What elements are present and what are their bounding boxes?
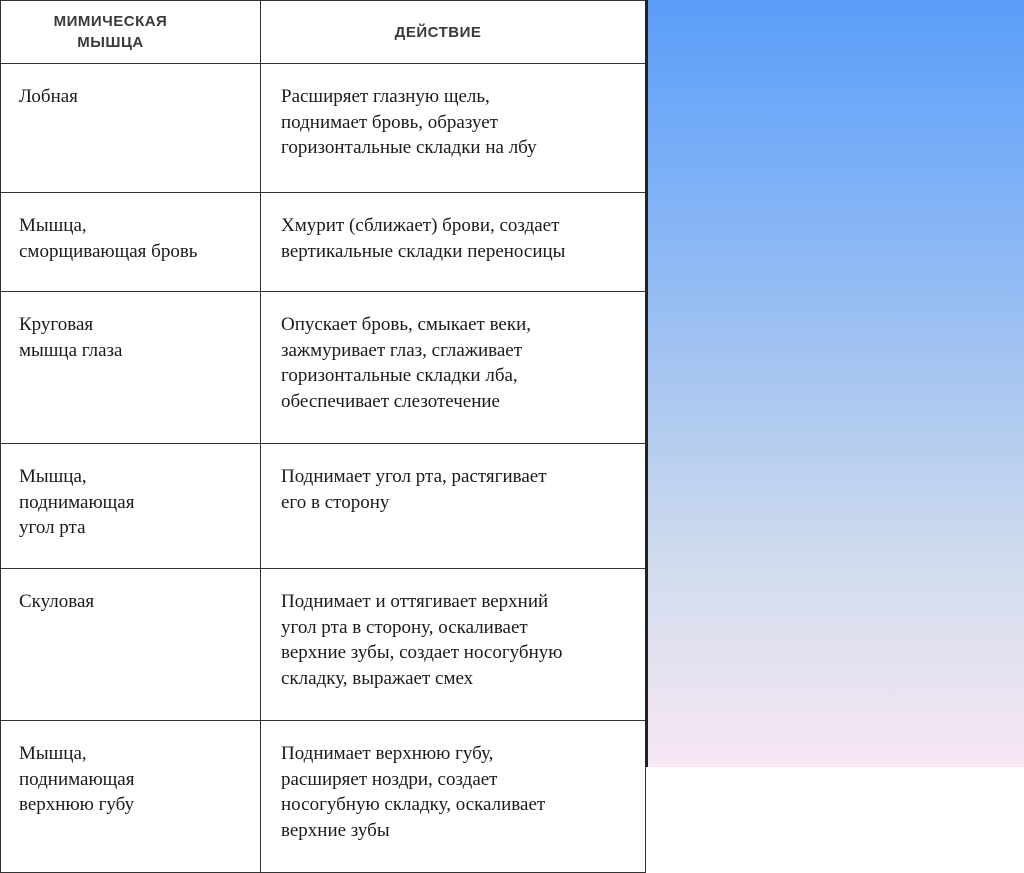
action-text: Поднимает угол рта, растягивает: [281, 466, 547, 487]
action-cell: [261, 292, 646, 444]
muscle-cell: [1, 193, 261, 292]
action-text: зажмуривает глаз, сглаживает: [281, 339, 523, 361]
action-text: горизонтальные складки лба,: [281, 365, 518, 386]
action-text: Поднимает верхнюю губу,: [281, 743, 494, 764]
header-action: ДЕЙСТВИЕ: [261, 1, 646, 64]
table-row: [1, 64, 646, 193]
table-row: [1, 721, 646, 873]
action-cell: [261, 569, 646, 721]
gradient-background: [648, 0, 1024, 767]
muscle-text: поднимающая: [19, 491, 135, 513]
action-text: расширяет ноздри, создает: [281, 768, 498, 790]
table-row: [1, 193, 646, 292]
action-cell: [261, 444, 646, 569]
muscle-text: угол рта: [19, 517, 86, 538]
action-text: обеспечивает слезотечение: [281, 390, 500, 412]
muscle-text: Круговая: [19, 314, 94, 335]
muscle-text: Мышца,: [19, 466, 87, 487]
muscle-cell: [1, 569, 261, 721]
muscle-text: Мышца,: [19, 743, 87, 764]
action-cell: [261, 193, 646, 292]
muscle-cell: [1, 64, 261, 193]
action-text: носогубную складку, оскаливает: [281, 794, 546, 815]
action-text: Поднимает и оттягивает верхний: [281, 591, 549, 612]
muscle-text: Лобная: [19, 86, 78, 107]
action-text: Хмурит (сближает) брови, создает: [281, 215, 560, 236]
header-row: [1, 1, 646, 64]
muscle-text: верхнюю губу: [19, 794, 135, 815]
action-text: поднимает бровь, образует: [281, 111, 498, 133]
action-text: верхние зубы, создает носогубную: [281, 642, 563, 663]
muscle-text: Скуловая: [19, 591, 95, 612]
muscle-cell: [1, 444, 261, 569]
action-text: вертикальные складки переносицы: [281, 240, 566, 262]
muscle-cell: [1, 292, 261, 444]
action-text: складку, выражает смех: [281, 667, 474, 689]
muscle-text: Мышца,: [19, 215, 87, 236]
action-cell: [261, 64, 646, 193]
muscle-cell: [1, 721, 261, 873]
action-text: его в сторону: [281, 491, 390, 513]
muscle-text: поднимающая: [19, 768, 135, 790]
action-text: угол рта в сторону, оскаливает: [281, 616, 528, 638]
header-muscle: МИМИЧЕСКАЯ МЫШЦА: [1, 1, 261, 64]
muscle-text: мышца глаза: [19, 339, 123, 361]
muscle-text: сморщивающая бровь: [19, 240, 198, 262]
table-row: [1, 444, 646, 569]
action-text: горизонтальные складки на лбу: [281, 137, 537, 158]
action-cell: [261, 721, 646, 873]
action-text: верхние зубы: [281, 819, 390, 841]
table-row: [1, 292, 646, 444]
action-text: Расширяет глазную щель,: [281, 86, 490, 107]
action-text: Опускает бровь, смыкает веки,: [281, 314, 532, 335]
table-row: [1, 569, 646, 721]
